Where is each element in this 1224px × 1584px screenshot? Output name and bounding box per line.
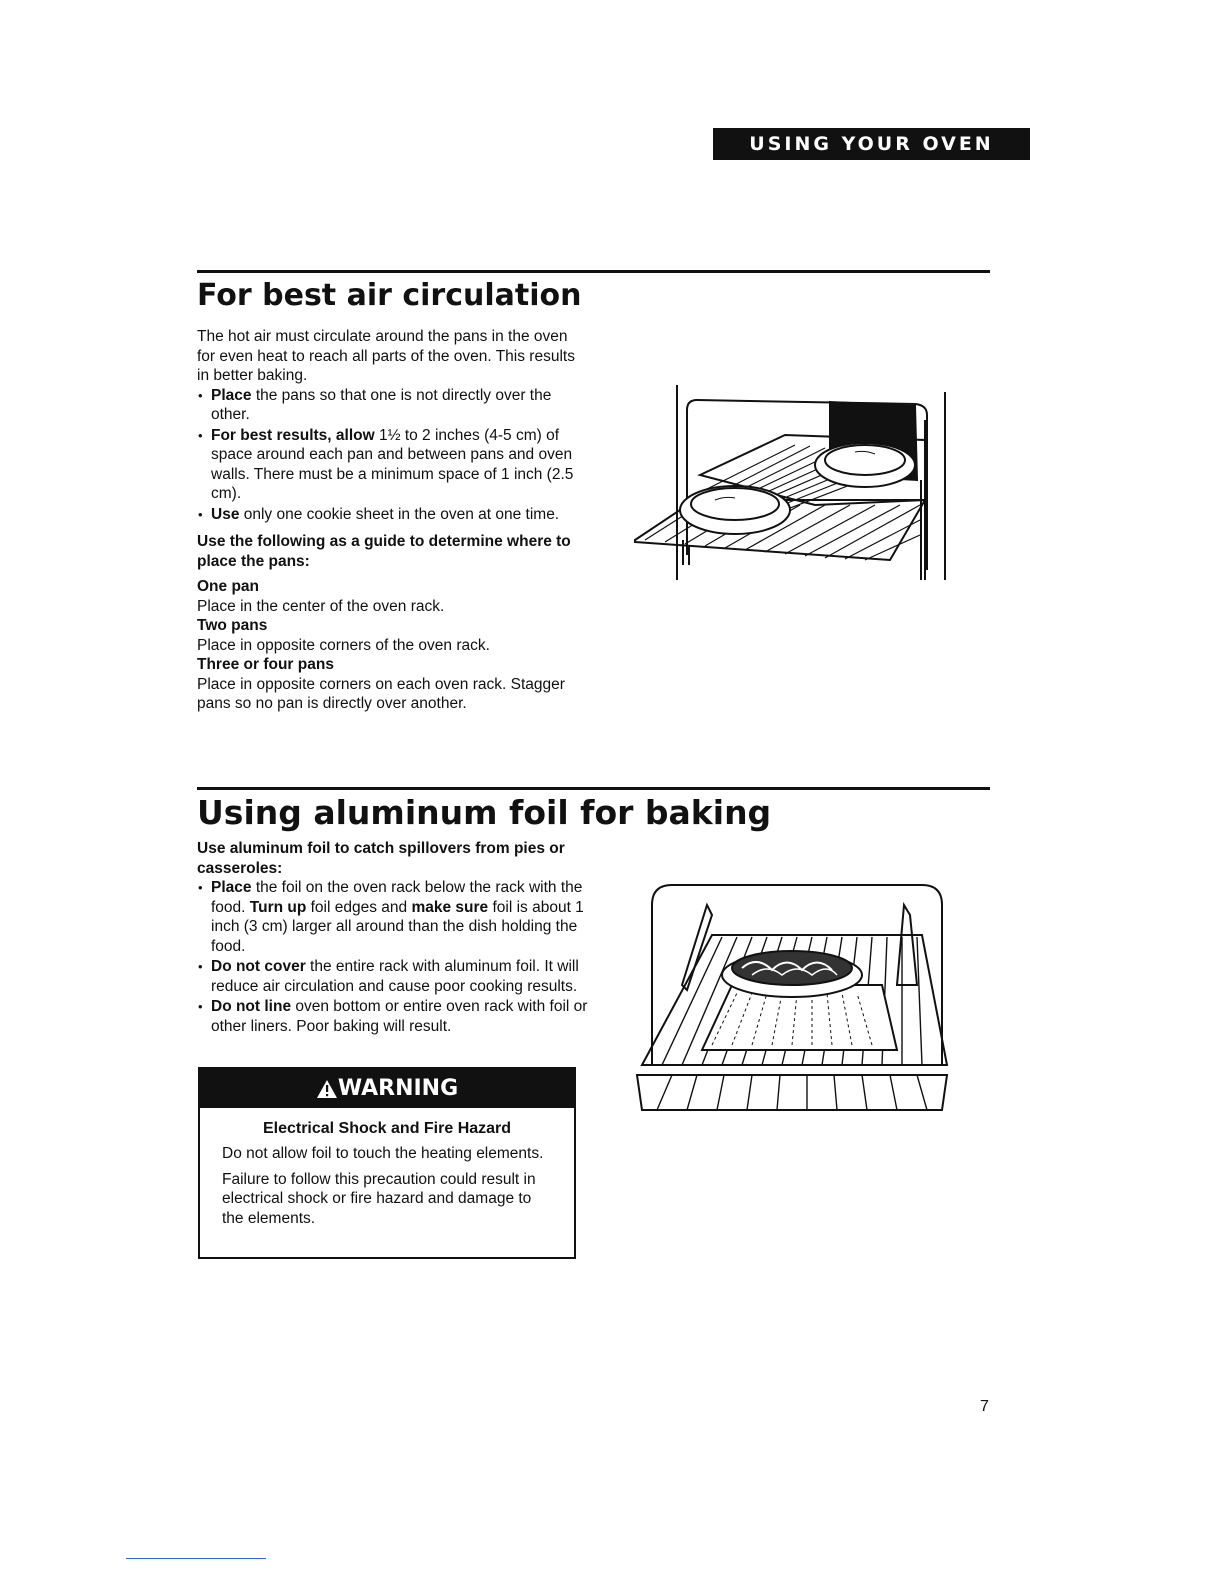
bullet-item: • For best results, allow 1½ to 2 inches (4-5 cm) of space around each pan and between pans and oven walls. There must be a minimum space of 1 inch (2.5 cm). — [197, 426, 582, 504]
section-title-air-circulation: For best air circulation — [197, 278, 582, 313]
case-label: One pan — [197, 578, 260, 595]
warning-title: Electrical Shock and Fire Hazard — [262, 1120, 512, 1137]
section-title-aluminum-foil: Using aluminum foil for baking — [197, 793, 772, 832]
bullet-item: • Do not line oven bottom or entire oven rack with foil or other liners. Poor baking will result. — [197, 997, 592, 1036]
case-label: Three or four pans — [197, 656, 334, 673]
bullet-list — [197, 386, 582, 525]
bullet-item: • Place the pans so that one is not directly over the other. — [197, 386, 582, 425]
case-text: Place in the center of the oven rack. — [197, 597, 445, 615]
guide-heading: Use the following as a guide to determine where to place the pans: — [197, 533, 571, 570]
section-air-circulation-body — [197, 327, 582, 714]
bullet-item: • Place the foil on the oven rack below the rack with the food. Turn up foil edges and make sure foil is about 1 inch (3 cm) larger all around than the dish holding the food. — [197, 878, 592, 956]
oven-rack-foil-pie-illustration — [632, 875, 952, 1125]
section-divider-middle — [197, 787, 990, 790]
case-label: Two pans — [197, 617, 268, 634]
section-tab-header — [713, 128, 1030, 160]
section-tab-label: USING YOUR OVEN — [749, 133, 994, 155]
section-divider-top — [197, 270, 990, 273]
case-text: Place in opposite corners on each oven rack. Stagger pans so no pan is directly over another. — [197, 675, 565, 712]
footer-line — [126, 1558, 266, 1559]
warning-text-1: Do not allow foil to touch the heating elements. — [222, 1145, 544, 1162]
warning-text-2: Failure to follow this precaution could result in electrical shock or fire hazard and damage to the elements. — [222, 1170, 536, 1227]
page-number: 7 — [980, 1398, 989, 1415]
section-aluminum-foil-body — [197, 839, 592, 1037]
bullet-item: • Use only one cookie sheet in the oven at one time. — [197, 505, 582, 525]
warning-box — [198, 1067, 576, 1259]
warning-triangle-icon — [316, 1079, 338, 1099]
bullet-item: • Do not cover the entire rack with aluminum foil. It will reduce air circulation and cause poor cooking results. — [197, 957, 592, 996]
bullet-list — [197, 878, 592, 1036]
warning-label: WARNING — [337, 1076, 459, 1101]
foil-intro: Use aluminum foil to catch spillovers from pies or casseroles: — [197, 840, 565, 877]
case-text: Place in opposite corners of the oven rack. — [197, 636, 490, 654]
oven-rack-two-pans-illustration — [625, 380, 955, 585]
warning-text — [200, 1144, 574, 1228]
warning-header — [200, 1069, 574, 1108]
intro-paragraph: The hot air must circulate around the pans in the oven for even heat to reach all parts of the oven. This results in better baking. — [197, 328, 575, 384]
